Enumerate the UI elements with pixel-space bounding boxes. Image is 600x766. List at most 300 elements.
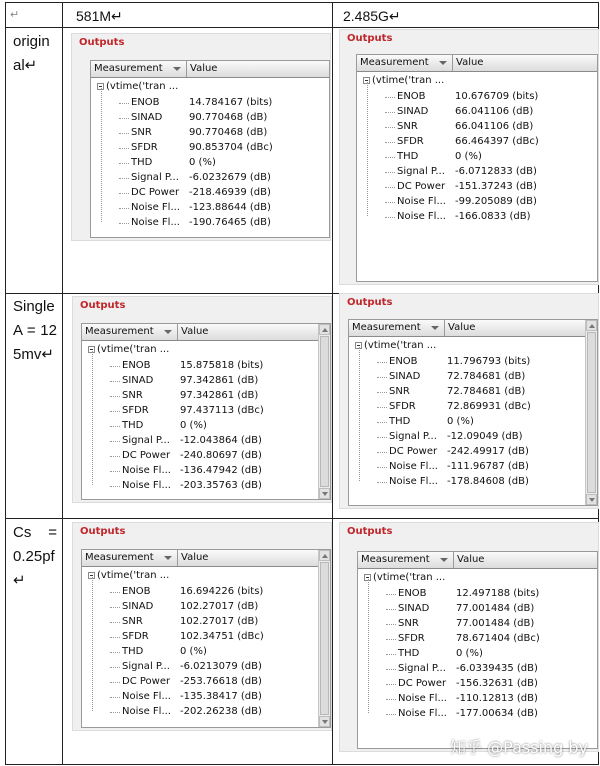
measurement-name: ENOB	[122, 586, 151, 597]
column-header-measurement[interactable]	[82, 550, 178, 566]
measurement-grid	[81, 323, 331, 500]
tree-connector	[377, 482, 387, 483]
measurement-row[interactable]	[122, 644, 330, 659]
column-header-measurement-label: Measurement	[360, 57, 429, 68]
tree-root-label: (vtime('tran ...	[372, 75, 445, 86]
measurement-name: SFDR	[389, 401, 416, 412]
col-divider	[332, 3, 333, 764]
measurement-name: THD	[397, 151, 419, 162]
measurement-value: 16.694226 (bits)	[180, 586, 264, 597]
tree-connector	[359, 347, 360, 481]
vertical-scrollbar[interactable]	[318, 550, 330, 727]
tree-connector	[110, 456, 120, 457]
column-header-measurement[interactable]	[357, 55, 453, 71]
measurement-name: SNR	[122, 390, 143, 401]
tree-connector	[119, 148, 129, 149]
measurement-name: ENOB	[397, 91, 426, 102]
measurement-row[interactable]	[131, 215, 329, 230]
measurement-row[interactable]	[389, 384, 597, 399]
outputs-title: Outputs	[347, 526, 393, 537]
measurement-value: -110.12813 (dB)	[456, 693, 538, 704]
measurement-row[interactable]	[397, 149, 597, 164]
measurement-grid	[348, 319, 598, 506]
measurement-name: Noise Fl...	[397, 196, 446, 207]
outputs-title: Outputs	[79, 37, 125, 48]
measurement-row[interactable]	[389, 354, 597, 369]
measurement-row[interactable]	[398, 616, 597, 631]
measurement-value: 90.853704 (dBc)	[189, 142, 273, 153]
tree-connector	[110, 652, 120, 653]
measurement-row[interactable]	[131, 140, 329, 155]
measurement-name: Noise Fl...	[122, 480, 171, 491]
measurement-value: -202.26238 (dB)	[180, 706, 262, 717]
measurement-value: -178.84608 (dB)	[447, 476, 529, 487]
column-header-value[interactable]: Value	[456, 57, 484, 68]
column-header-measurement[interactable]	[82, 324, 178, 340]
sort-dropdown-icon[interactable]	[440, 558, 448, 562]
tree-connector	[119, 103, 129, 104]
tree-connector	[110, 411, 120, 412]
outputs-panel	[73, 297, 331, 502]
measurement-name: Noise Fl...	[131, 202, 180, 213]
measurement-value: 97.342861 (dB)	[180, 390, 259, 401]
tree-root-node[interactable]	[97, 80, 178, 94]
header-2485g: 2.485G↵	[343, 8, 401, 24]
tree-root-label: (vtime('tran ...	[106, 81, 179, 92]
measurement-row[interactable]	[122, 478, 330, 493]
tree-connector	[377, 467, 387, 468]
scroll-thumb[interactable]	[320, 336, 329, 487]
arrow-up-icon	[322, 328, 328, 332]
measurement-row[interactable]	[397, 209, 597, 224]
sort-dropdown-icon[interactable]	[164, 330, 172, 334]
arrow-down-icon	[322, 492, 328, 496]
measurement-name: THD	[131, 157, 153, 168]
measurement-value: 90.770468 (dB)	[189, 112, 268, 123]
tree-connector	[119, 118, 129, 119]
measurement-row[interactable]	[398, 631, 597, 646]
measurement-name: SINAD	[122, 375, 154, 386]
measurement-row[interactable]	[398, 706, 597, 721]
column-header-measurement[interactable]	[91, 61, 187, 77]
measurement-grid	[81, 549, 331, 728]
col-divider	[62, 3, 63, 764]
tree-connector	[110, 426, 120, 427]
measurement-name: THD	[122, 420, 144, 431]
measurement-row[interactable]	[122, 388, 330, 403]
header-581m: 581M↵	[76, 8, 123, 24]
measurement-row[interactable]	[398, 646, 597, 661]
measurement-row[interactable]	[131, 185, 329, 200]
measurement-value: 66.464397 (dBc)	[455, 136, 539, 147]
row-label-original: original↵	[13, 33, 50, 74]
measurement-row[interactable]	[122, 584, 330, 599]
measurement-value: 0 (%)	[180, 420, 207, 431]
measurement-name: Noise Fl...	[397, 211, 446, 222]
measurement-name: SNR	[389, 386, 410, 397]
grid-header	[82, 324, 330, 341]
measurement-name: ENOB	[122, 360, 151, 371]
tree-root-node[interactable]	[363, 74, 444, 88]
outputs-title: Outputs	[80, 300, 126, 311]
tree-connector	[377, 407, 387, 408]
measurement-name: Noise Fl...	[131, 217, 180, 228]
measurement-row[interactable]	[122, 433, 330, 448]
measurement-value: 102.34751 (dBc)	[180, 631, 264, 642]
column-header-measurement[interactable]	[349, 320, 445, 336]
tree-connector	[110, 682, 120, 683]
measurement-value: -6.0712833 (dB)	[455, 166, 537, 177]
tree-connector	[386, 654, 396, 655]
outputs-title: Outputs	[347, 33, 393, 44]
measurement-name: SINAD	[397, 106, 429, 117]
grid-header	[358, 552, 597, 569]
measurement-value: 0 (%)	[456, 648, 483, 659]
measurement-value: 0 (%)	[455, 151, 482, 162]
measurement-row[interactable]	[131, 200, 329, 215]
measurement-value: -242.49917 (dB)	[447, 446, 529, 457]
row-divider	[6, 27, 598, 28]
measurement-value: -203.35763 (dB)	[180, 480, 262, 491]
measurement-name: SFDR	[122, 631, 149, 642]
watermark: 知乎 @Passing by	[450, 738, 588, 757]
grid-header	[349, 320, 597, 337]
tree-connector	[110, 592, 120, 593]
tree-connector	[385, 217, 395, 218]
measurement-row[interactable]	[398, 691, 597, 706]
tree-connector	[367, 82, 368, 216]
tree-connector	[377, 452, 387, 453]
tree-connector	[92, 577, 93, 711]
measurement-value: -12.09049 (dB)	[447, 431, 523, 442]
measurement-row[interactable]	[397, 119, 597, 134]
measurement-name: SNR	[122, 616, 143, 627]
measurement-name: SNR	[131, 127, 152, 138]
measurement-name: SNR	[397, 121, 418, 132]
measurement-name: DC Power	[122, 676, 171, 687]
measurement-value: -190.76465 (dB)	[189, 217, 271, 228]
vertical-scrollbar[interactable]	[585, 320, 597, 505]
tree-connector	[377, 422, 387, 423]
measurement-row[interactable]	[122, 373, 330, 388]
outputs-panel	[73, 523, 331, 730]
measurement-value: 77.001484 (dB)	[456, 603, 535, 614]
grid-header	[82, 550, 330, 567]
measurement-value: 102.27017 (dB)	[180, 601, 259, 612]
measurement-grid	[357, 551, 598, 749]
column-header-measurement-label: Measurement	[85, 326, 154, 337]
measurement-value: 0 (%)	[189, 157, 216, 168]
measurement-value: 66.041106 (dB)	[455, 106, 534, 117]
tree-root-node[interactable]	[364, 571, 445, 585]
tree-connector	[110, 697, 120, 698]
measurement-value: -6.0232679 (dB)	[189, 172, 271, 183]
tree-connector	[377, 362, 387, 363]
measurement-row[interactable]	[397, 164, 597, 179]
grid-header	[91, 61, 329, 78]
measurement-row[interactable]	[131, 110, 329, 125]
measurement-row[interactable]	[389, 444, 597, 459]
tree-connector	[386, 699, 396, 700]
arrow-down-icon	[322, 720, 328, 724]
tree-connector	[110, 607, 120, 608]
tree-root-node[interactable]	[88, 343, 169, 357]
column-header-value[interactable]: Value	[448, 322, 476, 333]
measurement-value: -156.32631 (dB)	[456, 678, 538, 689]
measurement-row[interactable]	[122, 448, 330, 463]
tree-connector	[119, 178, 129, 179]
measurement-value: -6.0213079 (dB)	[180, 661, 262, 672]
measurement-value: -166.0833 (dB)	[455, 211, 531, 222]
column-header-value[interactable]: Value	[190, 63, 218, 74]
measurement-name: DC Power	[397, 181, 446, 192]
tree-connector	[119, 208, 129, 209]
tree-root-label: (vtime('tran ...	[97, 570, 170, 581]
tree-connector	[386, 609, 396, 610]
tree-connector	[385, 187, 395, 188]
measurement-row[interactable]	[398, 661, 597, 676]
measurement-name: ENOB	[398, 588, 427, 599]
tree-root-label: (vtime('tran ...	[364, 340, 437, 351]
measurement-row[interactable]	[122, 358, 330, 373]
scroll-down-button[interactable]	[319, 716, 330, 727]
measurement-value: 97.342861 (dB)	[180, 375, 259, 386]
measurement-name: DC Power	[389, 446, 438, 457]
scroll-up-button[interactable]	[586, 320, 597, 331]
measurement-value: 10.676709 (bits)	[455, 91, 539, 102]
measurement-name: ENOB	[131, 97, 160, 108]
measurement-value: 102.27017 (dB)	[180, 616, 259, 627]
measurement-name: THD	[122, 646, 144, 657]
tree-connector	[385, 142, 395, 143]
measurement-name: Noise Fl...	[122, 706, 171, 717]
measurement-value: -240.80697 (dB)	[180, 450, 262, 461]
tree-connector	[385, 172, 395, 173]
measurement-name: Noise Fl...	[389, 461, 438, 472]
measurement-row[interactable]	[389, 459, 597, 474]
measurement-row[interactable]	[122, 463, 330, 478]
outputs-panel	[72, 34, 330, 240]
measurement-name: SINAD	[398, 603, 430, 614]
measurement-value: 14.784167 (bits)	[189, 97, 273, 108]
measurement-row[interactable]	[397, 194, 597, 209]
tree-connector	[385, 112, 395, 113]
measurement-name: Noise Fl...	[389, 476, 438, 487]
measurement-row[interactable]	[131, 95, 329, 110]
measurement-row[interactable]	[122, 599, 330, 614]
measurement-row[interactable]	[398, 676, 597, 691]
measurement-row[interactable]	[397, 134, 597, 149]
row-divider	[6, 518, 598, 519]
measurement-row[interactable]	[397, 179, 597, 194]
measurement-value: 72.784681 (dB)	[447, 371, 526, 382]
measurement-row[interactable]	[389, 429, 597, 444]
measurement-row[interactable]	[397, 89, 597, 104]
tree-connector	[110, 396, 120, 397]
measurement-value: -218.46939 (dB)	[189, 187, 271, 198]
tree-connector	[101, 88, 102, 222]
measurement-name: SFDR	[397, 136, 424, 147]
measurement-name: ENOB	[389, 356, 418, 367]
measurement-name: SFDR	[398, 633, 425, 644]
measurement-row[interactable]	[131, 125, 329, 140]
measurement-name: DC Power	[131, 187, 180, 198]
measurement-row[interactable]	[389, 414, 597, 429]
column-header-measurement-label: Measurement	[361, 554, 430, 565]
measurement-name: Noise Fl...	[122, 465, 171, 476]
column-header-value[interactable]: Value	[457, 554, 485, 565]
tree-connector	[110, 471, 120, 472]
measurement-row[interactable]	[397, 104, 597, 119]
measurement-value: -6.0339435 (dB)	[456, 663, 538, 674]
measurement-name: Signal P...	[131, 172, 179, 183]
measurement-row[interactable]	[122, 403, 330, 418]
sort-dropdown-icon[interactable]	[173, 67, 181, 71]
measurement-value: 97.437113 (dBc)	[180, 405, 264, 416]
measurement-value: 12.497188 (bits)	[456, 588, 540, 599]
measurement-value: -99.205089 (dB)	[455, 196, 537, 207]
measurement-row[interactable]	[122, 704, 330, 719]
outputs-panel	[340, 523, 598, 751]
tree-connector	[385, 157, 395, 158]
measurement-name: DC Power	[398, 678, 447, 689]
tree-root-node[interactable]	[355, 339, 436, 353]
measurement-value: -123.88644 (dB)	[189, 202, 271, 213]
column-header-measurement[interactable]	[358, 552, 454, 568]
header-cell-empty: ↵	[10, 9, 20, 21]
measurement-value: -111.96787 (dB)	[447, 461, 529, 472]
measurement-value: -253.76618 (dB)	[180, 676, 262, 687]
scroll-thumb[interactable]	[320, 562, 329, 715]
tree-connector	[119, 133, 129, 134]
tree-connector	[110, 712, 120, 713]
scroll-down-button[interactable]	[586, 494, 597, 505]
measurement-name: SINAD	[122, 601, 154, 612]
scroll-thumb[interactable]	[587, 332, 596, 493]
measurement-name: Signal P...	[122, 661, 170, 672]
measurement-row[interactable]	[398, 601, 597, 616]
tree-connector	[386, 684, 396, 685]
tree-connector	[119, 163, 129, 164]
sort-dropdown-icon[interactable]	[431, 326, 439, 330]
measurement-row[interactable]	[398, 586, 597, 601]
outputs-title: Outputs	[347, 297, 393, 308]
measurement-value: 78.671404 (dBc)	[456, 633, 540, 644]
tree-root-node[interactable]	[88, 569, 169, 583]
measurement-name: Signal P...	[398, 663, 446, 674]
tree-connector	[110, 441, 120, 442]
measurement-row[interactable]	[122, 629, 330, 644]
measurement-name: THD	[398, 648, 420, 659]
measurement-grid	[356, 54, 598, 282]
measurement-name: DC Power	[122, 450, 171, 461]
measurement-row[interactable]	[131, 170, 329, 185]
measurement-value: 77.001484 (dB)	[456, 618, 535, 629]
measurement-name: SINAD	[389, 371, 421, 382]
measurement-value: -12.043864 (dB)	[180, 435, 262, 446]
tree-connector	[119, 193, 129, 194]
column-header-value[interactable]: Value	[181, 326, 209, 337]
measurement-name: THD	[389, 416, 411, 427]
tree-connector	[385, 97, 395, 98]
arrow-up-icon	[322, 554, 328, 558]
measurement-value: 0 (%)	[180, 646, 207, 657]
tree-connector	[385, 127, 395, 128]
tree-connector	[377, 377, 387, 378]
measurement-value: -151.37243 (dB)	[455, 181, 537, 192]
arrow-down-icon	[589, 498, 595, 502]
measurement-row[interactable]	[122, 689, 330, 704]
sort-dropdown-icon[interactable]	[164, 556, 172, 560]
tree-connector	[377, 392, 387, 393]
vertical-scrollbar[interactable]	[318, 324, 330, 499]
measurement-value: -136.47942 (dB)	[180, 465, 262, 476]
tree-connector	[110, 381, 120, 382]
measurement-row[interactable]	[122, 418, 330, 433]
outputs-panel	[340, 30, 598, 284]
measurement-name: Signal P...	[389, 431, 437, 442]
measurement-value: -177.00634 (dB)	[456, 708, 538, 719]
measurement-name: SFDR	[131, 142, 158, 153]
measurement-row[interactable]	[122, 659, 330, 674]
measurement-name: SINAD	[131, 112, 163, 123]
measurement-row[interactable]	[389, 399, 597, 414]
tree-connector	[377, 437, 387, 438]
measurement-name: Noise Fl...	[122, 691, 171, 702]
measurement-grid	[90, 60, 330, 238]
measurement-name: Signal P...	[122, 435, 170, 446]
measurement-value: 0 (%)	[447, 416, 474, 427]
outputs-panel	[340, 294, 598, 508]
measurement-name: SNR	[398, 618, 419, 629]
scroll-down-button[interactable]	[319, 488, 330, 499]
tree-connector	[386, 594, 396, 595]
outputs-title: Outputs	[80, 526, 126, 537]
arrow-up-icon	[589, 324, 595, 328]
measurement-row[interactable]	[389, 369, 597, 384]
tree-root-label: (vtime('tran ...	[373, 572, 446, 583]
tree-connector	[110, 366, 120, 367]
measurement-row[interactable]	[122, 614, 330, 629]
tree-connector	[119, 223, 129, 224]
measurement-row[interactable]	[131, 155, 329, 170]
measurement-row[interactable]	[122, 674, 330, 689]
tree-connector	[110, 622, 120, 623]
measurement-value: 15.875818 (bits)	[180, 360, 264, 371]
measurement-value: 72.784681 (dB)	[447, 386, 526, 397]
scroll-up-button[interactable]	[319, 324, 330, 335]
row-label-cs: Cs = 0.25pf↵	[13, 524, 57, 589]
measurement-value: 90.770468 (dB)	[189, 127, 268, 138]
measurement-name: Noise Fl...	[398, 693, 447, 704]
column-header-measurement-label: Measurement	[352, 322, 421, 333]
sort-dropdown-icon[interactable]	[439, 61, 447, 65]
measurement-row[interactable]	[389, 474, 597, 489]
tree-connector	[110, 667, 120, 668]
tree-connector	[386, 639, 396, 640]
tree-connector	[368, 579, 369, 713]
scroll-up-button[interactable]	[319, 550, 330, 561]
measurement-value: 11.796793 (bits)	[447, 356, 531, 367]
measurement-name: Signal P...	[397, 166, 445, 177]
measurement-name: Noise Fl...	[398, 708, 447, 719]
tree-connector	[386, 669, 396, 670]
tree-connector	[110, 486, 120, 487]
measurement-value: -135.38417 (dB)	[180, 691, 262, 702]
tree-connector	[386, 624, 396, 625]
measurement-name: SFDR	[122, 405, 149, 416]
column-header-value[interactable]: Value	[181, 552, 209, 563]
